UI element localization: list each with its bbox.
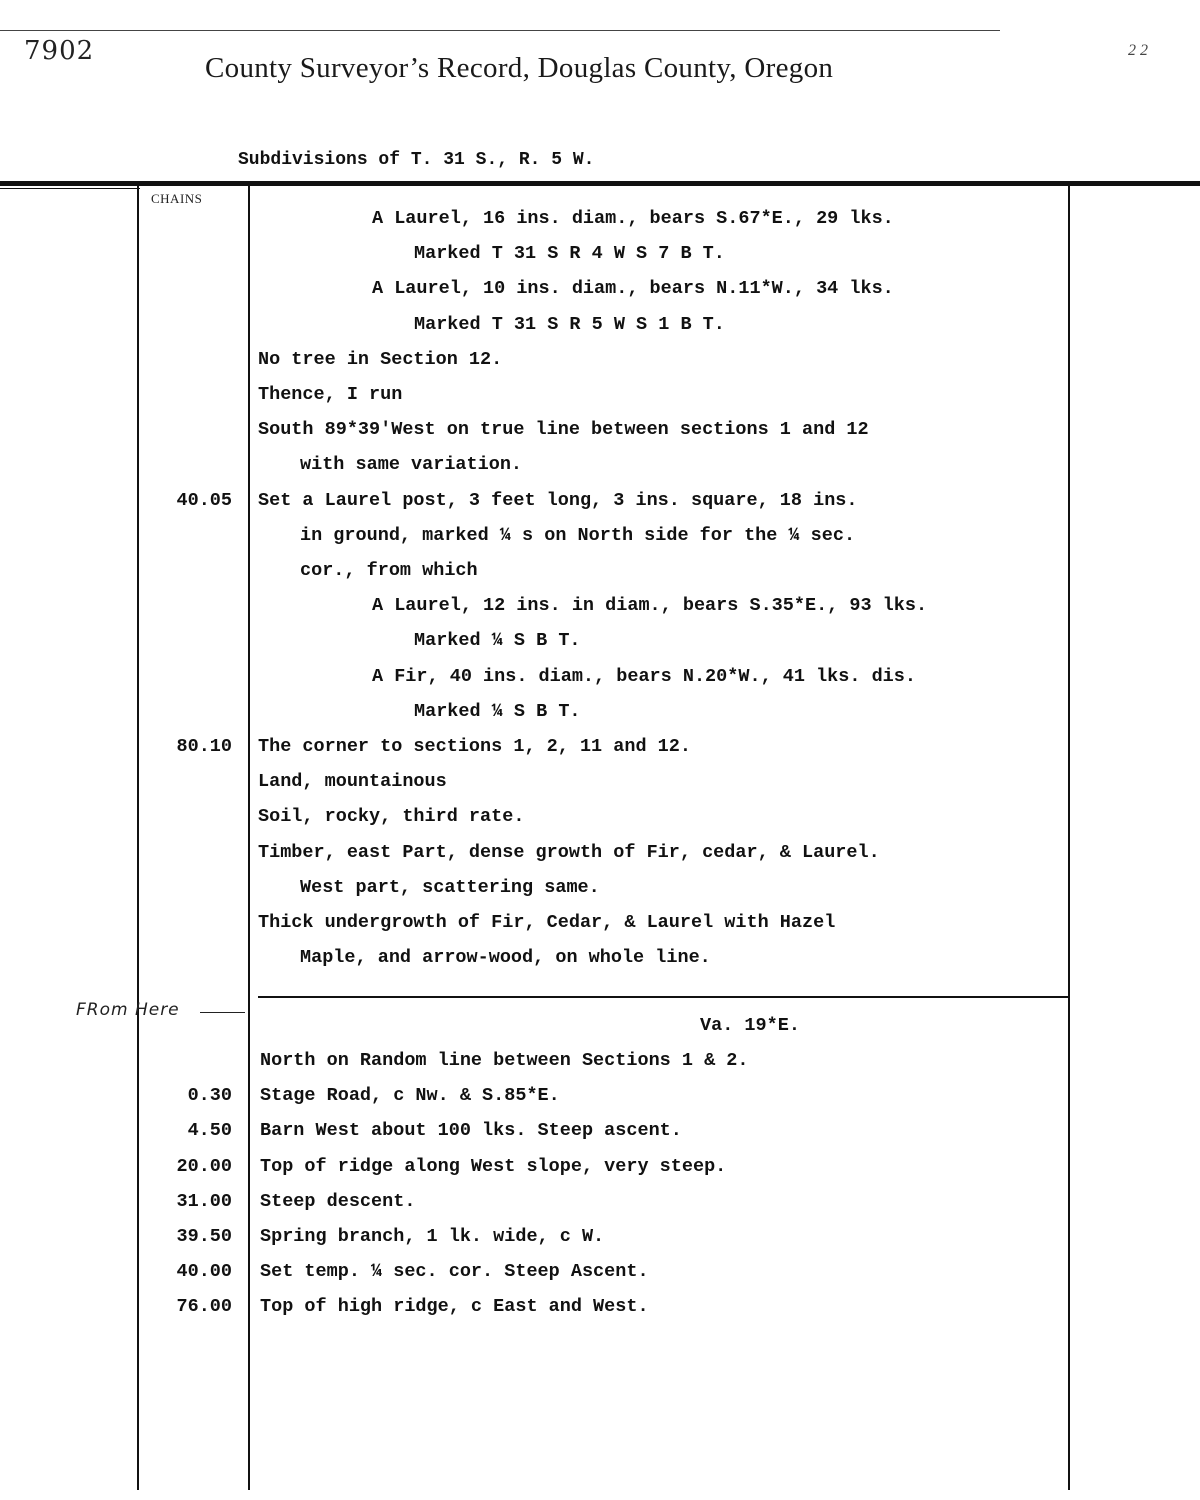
survey-entry-row bbox=[0, 595, 1200, 630]
survey-entry-row bbox=[0, 1156, 1200, 1191]
entry-text: The corner to sections 1, 2, 11 and 12. bbox=[258, 736, 691, 757]
entry-text: Barn West about 100 lks. Steep ascent. bbox=[260, 1120, 682, 1142]
entry-text: Top of high ridge, c East and West. bbox=[260, 1296, 649, 1318]
entry-text: A Laurel, 12 ins. in diam., bears S.35*E., 93 lks. bbox=[372, 595, 928, 617]
margin-note-line bbox=[200, 1012, 245, 1013]
entry-text: A Fir, 40 ins. diam., bears N.20*W., 41 lks. dis. bbox=[372, 665, 916, 687]
entry-text: No tree in Section 12. bbox=[258, 348, 503, 370]
survey-entry-row bbox=[0, 1050, 1200, 1085]
survey-entry-row bbox=[0, 701, 1200, 736]
chain-distance: 40.05 bbox=[176, 489, 232, 511]
variation-header: Va. 19*E. bbox=[700, 1015, 800, 1036]
entry-text: Marked ¼ S B T. bbox=[414, 700, 581, 722]
chain-distance: 31.00 bbox=[176, 1190, 232, 1212]
survey-entry-row bbox=[0, 560, 1200, 595]
section-divider bbox=[258, 996, 1070, 998]
survey-entry-row bbox=[0, 1226, 1200, 1261]
survey-entry-row bbox=[0, 349, 1200, 384]
entry-text: Stage Road, c Nw. & S.85*E. bbox=[260, 1085, 560, 1107]
survey-entry-row bbox=[0, 314, 1200, 349]
entry-text: Thick undergrowth of Fir, Cedar, & Laurel with Hazel bbox=[258, 912, 836, 933]
survey-entry-row bbox=[0, 1120, 1200, 1155]
survey-entry-row bbox=[0, 419, 1200, 454]
survey-entry-row bbox=[0, 877, 1200, 912]
survey-entry-row bbox=[0, 771, 1200, 806]
chain-distance: 39.50 bbox=[176, 1226, 232, 1247]
survey-entry-row bbox=[0, 736, 1200, 771]
entry-text: Marked T 31 S R 4 W S 7 B T. bbox=[414, 243, 725, 265]
survey-entry-row bbox=[0, 243, 1200, 278]
chain-distance: 40.00 bbox=[176, 1261, 232, 1283]
survey-entry-row bbox=[0, 525, 1200, 560]
survey-entry-row bbox=[0, 666, 1200, 701]
entry-text: North on Random line between Sections 1 & 2. bbox=[260, 1050, 749, 1071]
survey-entry-row bbox=[0, 490, 1200, 525]
header-thick-rule bbox=[0, 181, 1200, 186]
entry-text: Maple, and arrow-wood, on whole line. bbox=[300, 947, 711, 969]
survey-entry-row bbox=[0, 1085, 1200, 1120]
entry-text: Set a Laurel post, 3 feet long, 3 ins. square, 18 ins. bbox=[258, 489, 858, 511]
entry-text: Thence, I run bbox=[258, 384, 403, 405]
survey-entry-row bbox=[0, 278, 1200, 313]
survey-entry-row bbox=[0, 384, 1200, 419]
survey-entry-row bbox=[0, 208, 1200, 243]
header-thin-rule bbox=[0, 188, 140, 189]
margin-note: FRom Here bbox=[76, 1000, 180, 1020]
entry-text: cor., from which bbox=[300, 560, 478, 581]
top-rule bbox=[0, 30, 1000, 31]
chain-distance: 80.10 bbox=[176, 736, 232, 757]
entry-text: Timber, east Part, dense growth of Fir, cedar, & Laurel. bbox=[258, 841, 880, 863]
survey-entry-row bbox=[0, 806, 1200, 841]
survey-entry-row bbox=[0, 630, 1200, 665]
survey-entry-row bbox=[0, 1191, 1200, 1226]
survey-entry-row bbox=[0, 912, 1200, 947]
survey-entry-row bbox=[0, 1296, 1200, 1331]
subdivision-subtitle: Subdivisions of T. 31 S., R. 5 W. bbox=[238, 150, 595, 170]
page-number: 7902 bbox=[24, 36, 95, 66]
entry-text: Set temp. ¼ sec. cor. Steep Ascent. bbox=[260, 1261, 649, 1283]
survey-entry-row bbox=[0, 454, 1200, 489]
survey-entry-row bbox=[0, 842, 1200, 877]
entry-text: Land, mountainous bbox=[258, 771, 447, 793]
entry-text: in ground, marked ¼ s on North side for the ¼ sec. bbox=[300, 524, 856, 546]
entry-text: A Laurel, 16 ins. diam., bears S.67*E., 29 lks. bbox=[372, 208, 894, 229]
entry-text: South 89*39'West on true line between sections 1 and 12 bbox=[258, 419, 869, 441]
survey-entry-row bbox=[0, 947, 1200, 982]
entry-text: with same variation. bbox=[300, 454, 523, 476]
entry-text: West part, scattering same. bbox=[300, 876, 600, 898]
record-title: County Surveyor’s Record, Douglas County, Oregon bbox=[205, 52, 834, 84]
chain-distance: 0.30 bbox=[187, 1085, 232, 1107]
entry-text: Marked T 31 S R 5 W S 1 B T. bbox=[414, 313, 725, 335]
entry-text: Spring branch, 1 lk. wide, c W. bbox=[260, 1226, 605, 1247]
chain-distance: 20.00 bbox=[176, 1155, 232, 1177]
chain-distance: 76.00 bbox=[176, 1296, 232, 1318]
survey-entry-row bbox=[0, 1261, 1200, 1296]
entry-text: Marked ¼ S B T. bbox=[414, 630, 581, 652]
corner-mark: 2 2 bbox=[1128, 42, 1148, 59]
chain-distance: 4.50 bbox=[187, 1120, 232, 1142]
entry-text: Steep descent. bbox=[260, 1190, 416, 1212]
entry-text: Top of ridge along West slope, very steep. bbox=[260, 1155, 727, 1177]
chains-column-header: CHAINS bbox=[151, 191, 203, 206]
entry-text: A Laurel, 10 ins. diam., bears N.11*W., 34 lks. bbox=[372, 278, 894, 300]
entry-text: Soil, rocky, third rate. bbox=[258, 806, 525, 828]
